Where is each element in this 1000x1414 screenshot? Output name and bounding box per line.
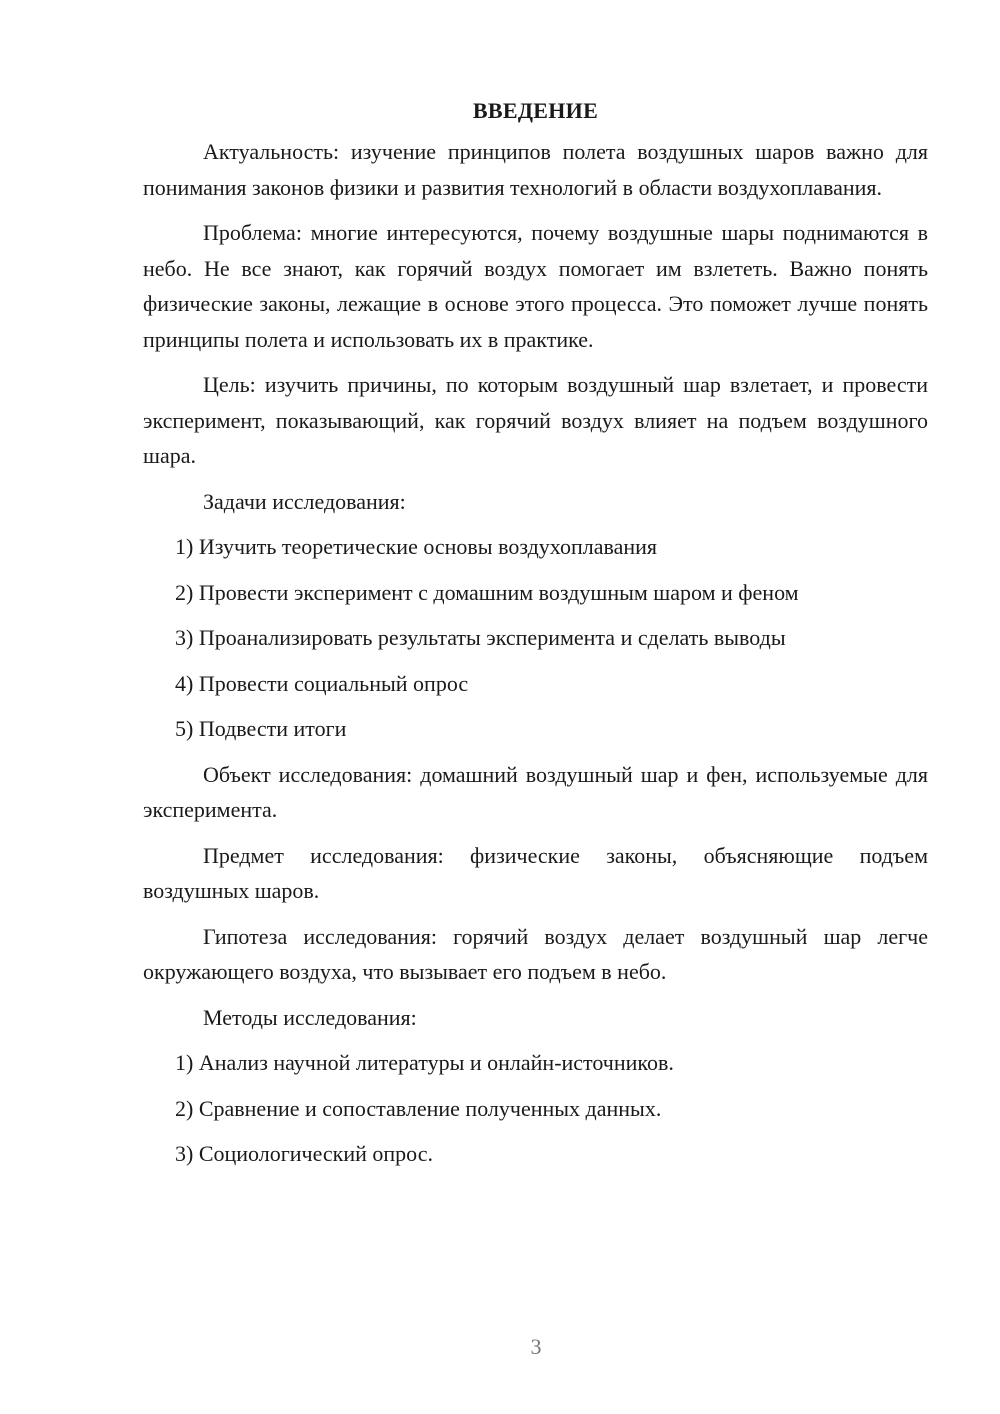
list-item: 3) Социологический опрос. [175,1141,433,1166]
page-number: 3 [530,1334,542,1359]
list-item: 4) Провести социальный опрос [175,670,469,696]
list-item: 1) Изучить теоретические основы воздухоплавания [175,534,658,559]
subject-paragraph: Предмет исследования: физические законы, объясняющие подъем воздушных шаров. [143,842,928,903]
hypothesis-paragraph: Гипотеза исследования: горячий воздух делает воздушный шар легче окружающего воздуха, что вызывает его подъем в небо. [143,923,928,984]
list-item: 1) Анализ научной литературы и онлайн-источников. [175,1050,674,1075]
goal-paragraph: Цель: изучить причины, по которым воздушный шар взлетает, и провести эксперимент, показывающий, как горячий воздух влияет на подъем воздушного шара. [143,372,928,468]
list-item: 2) Сравнение и сопоставление полученных данных. [175,1095,662,1121]
list-item: 5) Подвести итоги [175,716,347,741]
relevance-paragraph: Актуальность: изучение принципов полета воздушных шаров важно для понимания законов физики и развития технологий в области воздухоплавания. [143,139,928,200]
problem-paragraph: Проблема: многие интересуются, почему воздушные шары поднимаются в небо. Не все знают, как горячий воздух помогает им взлететь. Важно понять физические законы, лежащие в основе этого процесса. Это поможет лучше понять принципы полета и использовать их в практике. [143,220,928,352]
methods-heading: Методы исследования: [203,1004,417,1030]
list-item: 2) Провести эксперимент с домашним воздушным шаром и феном [175,579,799,605]
tasks-list [143,529,928,747]
tasks-heading: Задачи исследования: [203,488,406,514]
list-item: 3) Проанализировать результаты эксперимента и сделать выводы [175,625,786,650]
object-paragraph: Объект исследования: домашний воздушный шар и фен, используемые для эксперимента. [143,761,928,822]
methods-list [143,1045,928,1172]
document-page [143,96,928,1182]
page-title: ВВЕДЕНИЕ [472,98,599,123]
